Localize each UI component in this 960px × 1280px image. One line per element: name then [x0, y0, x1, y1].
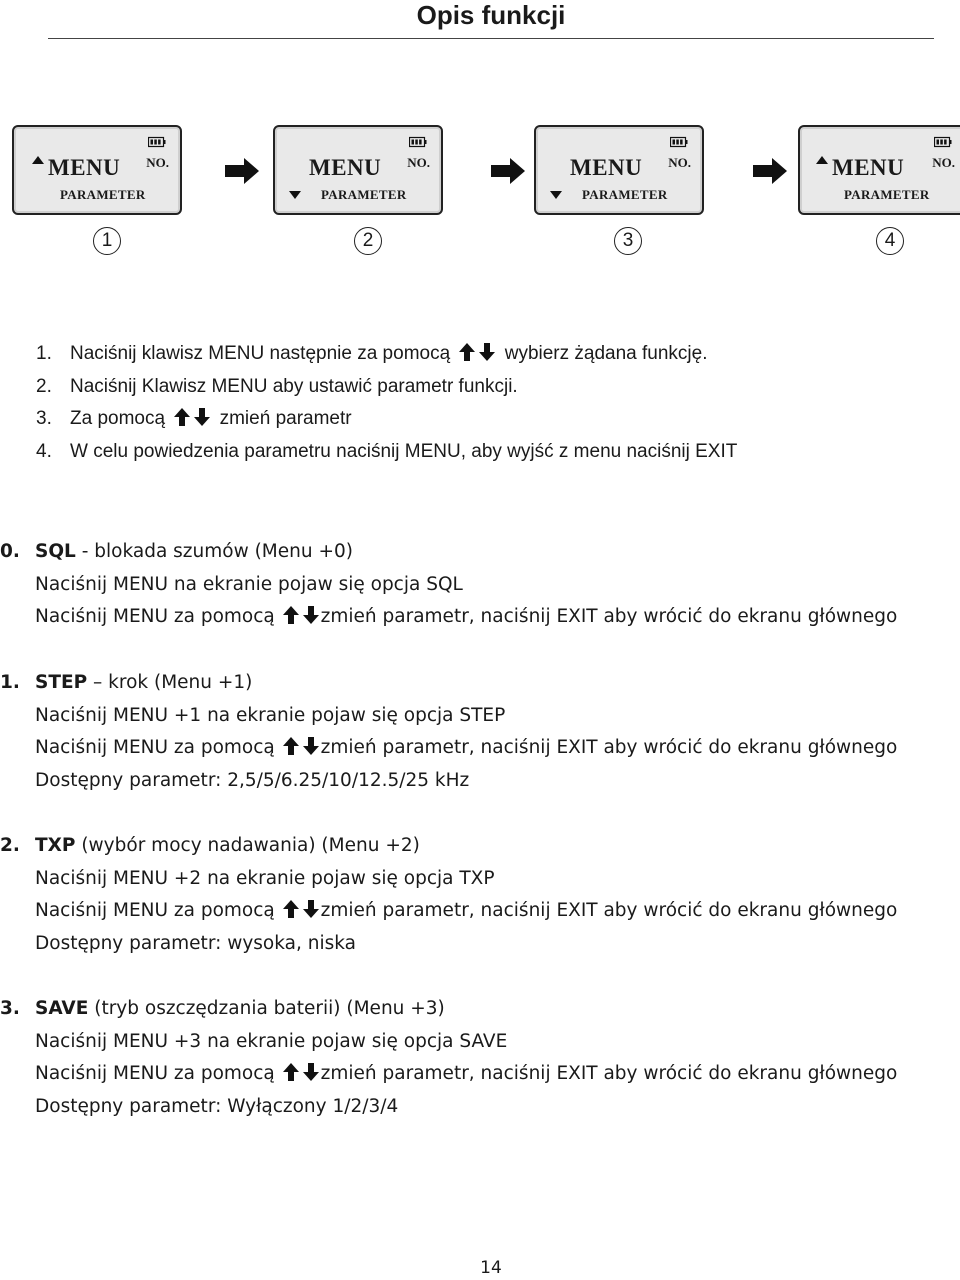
right-arrow-icon: [224, 157, 260, 185]
lcd-menu-text: MENU: [570, 155, 643, 180]
up-down-arrows-icon: [281, 736, 321, 756]
lcd-menu-text: MENU: [48, 155, 121, 180]
step-number-1: 1: [93, 227, 121, 255]
instruction-steps: [36, 338, 737, 468]
list-item: 2. Naciśnij Klawisz MENU aby ustawić parametr funkcji.: [36, 375, 518, 397]
step-number-4: 4: [876, 227, 904, 255]
down-indicator-icon: [550, 191, 562, 199]
list-item: 3. Za pomocą zmień parametr: [36, 408, 352, 429]
lcd-no-text: NO.: [407, 155, 430, 170]
up-down-arrows-icon: [281, 899, 321, 919]
battery-icon: [148, 136, 166, 148]
lcd-parameter-text: PARAMETER: [844, 187, 930, 202]
title-divider: [48, 38, 934, 39]
section-save: 3. SAVE (tryb oszczędzania baterii) (Menu +3) Naciśnij MENU +3 na ekranie pojaw się opcja SAVE Naciśnij MENU za pomocą zmień parametr, naciśnij EXIT aby wrócić do ekranu głównego Dostępny parametr: Wyłączony 1/2/3/4: [0, 998, 898, 1118]
lcd-parameter-text: PARAMETER: [60, 187, 146, 202]
lcd-menu-text: MENU: [309, 155, 382, 180]
lcd-panel-3: [534, 125, 704, 215]
up-down-arrows-icon: [457, 342, 497, 362]
battery-icon: [670, 136, 688, 148]
page-title: Opis funkcji: [416, 0, 566, 30]
lcd-panel-1: [12, 125, 182, 215]
lcd-no-text: NO.: [932, 155, 955, 170]
section-step: 1. STEP – krok (Menu +1) Naciśnij MENU +1 na ekranie pojaw się opcja STEP Naciśnij MENU za pomocą zmień parametr, naciśnij EXIT aby wrócić do ekranu głównego Dostępny parametr: 2,5/5/6.25/10/12.5/25 kHz: [0, 672, 898, 792]
up-down-arrows-icon: [281, 1062, 321, 1082]
battery-icon: [409, 136, 427, 148]
list-item: 4. W celu powiedzenia parametru naciśnij MENU, aby wyjść z menu naciśnij EXIT: [36, 440, 738, 462]
section-name: SQL: [35, 541, 76, 562]
section-name: STEP: [35, 672, 88, 693]
right-arrow-icon: [490, 157, 526, 185]
up-down-arrows-icon: [281, 605, 321, 625]
page-number: 14: [480, 1258, 502, 1278]
step-number-2: 2: [354, 227, 382, 255]
lcd-parameter-text: PARAMETER: [582, 187, 668, 202]
section-name: SAVE: [35, 998, 89, 1019]
section-name: TXP: [35, 835, 76, 856]
section-sql: 0. SQL - blokada szumów (Menu +0) Naciśnij MENU na ekranie pojaw się opcja SQL Naciśnij MENU za pomocą zmień parametr, naciśnij EXIT aby wrócić do ekranu głównego: [0, 541, 898, 628]
down-indicator-icon: [289, 191, 301, 199]
up-indicator-icon: [816, 156, 828, 164]
lcd-no-text: NO.: [668, 155, 691, 170]
lcd-panel-2: [273, 125, 443, 215]
up-indicator-icon: [32, 156, 44, 164]
battery-icon: [934, 136, 952, 148]
up-down-arrows-icon: [172, 407, 212, 427]
lcd-no-text: NO.: [146, 155, 169, 170]
right-arrow-icon: [752, 157, 788, 185]
list-item: 1. Naciśnij klawisz MENU następnie za pomocą wybierz żądana funkcję.: [36, 343, 708, 364]
section-txp: 2. TXP (wybór mocy nadawania) (Menu +2) Naciśnij MENU +2 na ekranie pojaw się opcja TXP Naciśnij MENU za pomocą zmień parametr, naciśnij EXIT aby wrócić do ekranu głównego Dostępny parametr: wysoka, niska: [0, 835, 898, 955]
lcd-panel-4: [798, 125, 960, 215]
lcd-menu-text: MENU: [832, 155, 905, 180]
lcd-parameter-text: PARAMETER: [321, 187, 407, 202]
step-number-3: 3: [614, 227, 642, 255]
